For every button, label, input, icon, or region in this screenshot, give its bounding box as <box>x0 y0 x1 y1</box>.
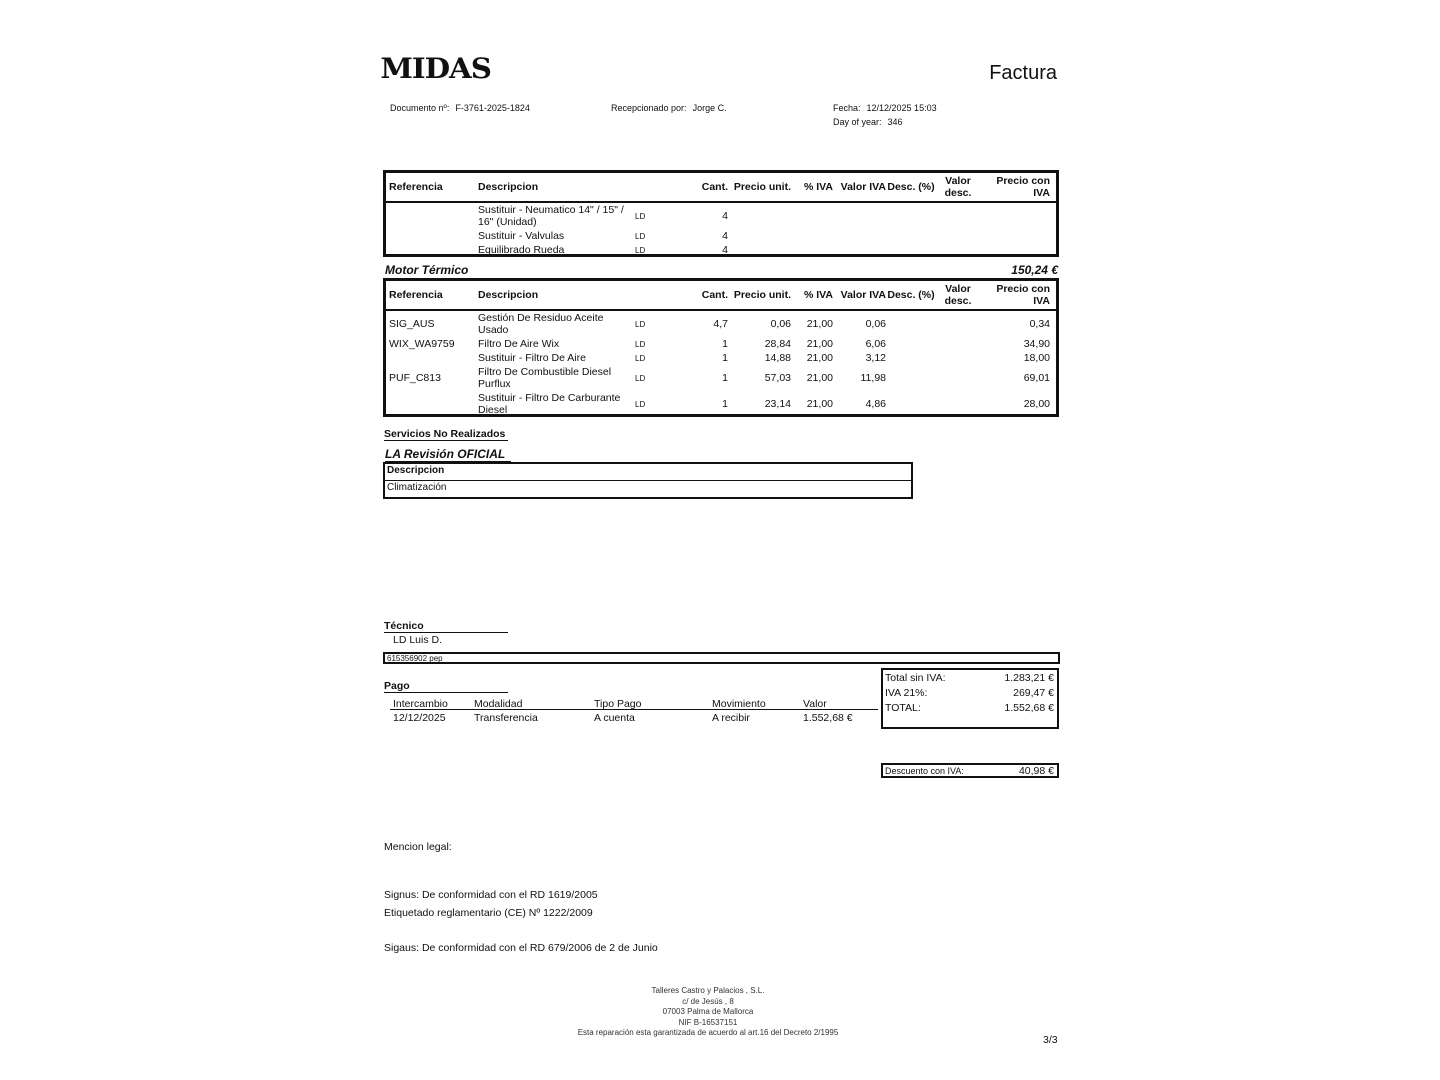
cell-ref: WIX_WA9759 <box>389 338 455 350</box>
net-label: Total sin IVA: <box>885 672 946 684</box>
cell-qty: 4 <box>722 230 728 242</box>
table-row <box>386 203 1056 229</box>
totals-box <box>881 668 1059 729</box>
day-of-year <box>833 117 903 127</box>
items-table-tyres <box>383 170 1059 257</box>
footer-line-5: Esta reparación esta garantizada de acuerdo al art.16 del Decreto 2/1995 <box>577 1028 839 1037</box>
col-desc: Descripcion <box>478 289 539 301</box>
date-label: Fecha: <box>833 103 861 113</box>
legal-mention: Mencion legal: <box>384 841 452 853</box>
footer-line-1: Talleres Castro y Palacios , S.L. <box>651 986 765 995</box>
payment-col-mode: Modalidad <box>474 698 523 710</box>
cell-iva-val: 11,98 <box>860 372 886 384</box>
net-value: 1.283,21 € <box>1004 672 1054 684</box>
cell-total: 0,34 <box>1029 318 1050 330</box>
not-done-table <box>383 462 913 499</box>
col-iva-val: Valor IVA <box>840 289 886 301</box>
payment-movement: A recibir <box>712 712 750 724</box>
cell-desc: Gestión De Residuo Aceite Usado <box>478 312 604 336</box>
payment-type: A cuenta <box>594 712 635 724</box>
cell-total: 18,00 <box>1023 352 1050 364</box>
totals-total-row <box>885 702 1054 717</box>
received-by-label: Recepcionado por: <box>611 103 687 113</box>
received-by-value: Jorge C. <box>692 103 727 113</box>
payment-date: 12/12/2025 <box>393 712 446 724</box>
totals-net-row <box>885 672 1054 687</box>
invoice-date <box>833 103 937 113</box>
payment-col-type: Tipo Pago <box>594 698 642 710</box>
received-by <box>611 103 727 113</box>
cell-desc: Sustituir - Neumatico 14" / 15" / 16" (Unidad) <box>478 204 624 228</box>
col-price-unit: Precio unit. <box>733 181 791 193</box>
cell-total: 69,01 <box>1023 372 1050 384</box>
footer-line-4: NIF B-16537151 <box>678 1017 738 1027</box>
table-row <box>386 365 1056 391</box>
payment-mode: Transferencia <box>474 712 538 724</box>
col-iva-pct: % IVA <box>804 181 833 193</box>
col-disc-pct: Desc. (%) <box>887 181 935 193</box>
cell-iva-val: 4,86 <box>865 398 886 410</box>
not-done-subtitle: LA Revisión OFICIAL <box>385 447 511 462</box>
not-done-item: Climatización <box>387 482 447 493</box>
doc-number-value: F-3761-2025-1824 <box>455 103 530 113</box>
footer-line-3: 07003 Palma de Mallorca <box>662 1007 754 1016</box>
table-body <box>386 203 1056 257</box>
col-price-unit: Precio unit. <box>733 289 791 301</box>
cell-desc: Filtro De Aire Wix <box>478 338 560 350</box>
day-value: 346 <box>887 117 903 127</box>
cell-iva-pct: 21,00 <box>806 338 833 350</box>
cell-desc: Sustituir - Filtro De Aire <box>478 352 586 364</box>
cell-unit: LD <box>635 245 646 255</box>
cell-price-unit: 23,14 <box>764 398 791 410</box>
discount-box <box>881 763 1059 778</box>
table-row <box>386 243 1056 257</box>
cell-ref: SIG_AUS <box>389 318 435 330</box>
document-title: Factura <box>989 62 1057 84</box>
cell-price-unit: 0,06 <box>770 318 791 330</box>
cell-qty: 1 <box>722 338 728 350</box>
table-row <box>386 391 1056 417</box>
col-ref: Referencia <box>389 181 443 193</box>
col-iva-val: Valor IVA <box>840 181 886 193</box>
payment-value: 1.552,68 € <box>803 712 853 724</box>
col-ref: Referencia <box>389 289 443 301</box>
cell-unit: LD <box>635 231 646 241</box>
cell-iva-val: 3,12 <box>865 352 886 364</box>
cell-qty: 1 <box>722 352 728 364</box>
table-row <box>386 311 1056 337</box>
not-done-header: Descripcion <box>385 464 911 481</box>
technician-note: 615356902 pep <box>383 652 1060 664</box>
cell-qty: 4 <box>722 210 728 222</box>
legal-sigaus: Sigaus: De conformidad con el RD 679/2006 de 2 de Junio <box>384 942 658 954</box>
cell-iva-pct: 21,00 <box>806 318 833 330</box>
cell-desc: Sustituir - Filtro De Carburante Diesel <box>478 392 621 416</box>
col-disc-val: Valor desc. <box>944 175 972 199</box>
cell-iva-val: 0,06 <box>865 318 886 330</box>
cell-desc: Equilibrado Rueda <box>478 244 565 256</box>
section-amount: 150,24 € <box>1011 263 1058 277</box>
table-row <box>386 351 1056 365</box>
col-disc-pct: Desc. (%) <box>887 289 935 301</box>
payment-col-movement: Movimiento <box>712 698 766 710</box>
payment-col-value: Valor <box>803 698 827 710</box>
cell-qty: 4 <box>722 244 728 256</box>
col-total: Precio con IVA <box>996 175 1050 199</box>
payment-col-exchange: Intercambio <box>393 698 448 710</box>
doc-number-label: Documento nº: <box>390 103 450 113</box>
col-total: Precio con IVA <box>996 283 1050 307</box>
discount-value: 40,98 € <box>1018 764 1054 777</box>
col-disc-val: Valor desc. <box>944 283 972 307</box>
footer-company <box>520 986 896 1039</box>
section-title: Motor Térmico <box>385 263 469 277</box>
cell-qty: 1 <box>722 372 728 384</box>
page-number: 3/3 <box>1043 1034 1058 1046</box>
payment-divider <box>390 709 878 710</box>
table-row <box>386 337 1056 351</box>
cell-unit: LD <box>635 353 646 363</box>
legal-signus: Signus: De conformidad con el RD 1619/2005 <box>384 889 598 901</box>
table-header <box>386 281 1056 311</box>
total-value: 1.552,68 € <box>1004 702 1054 714</box>
cell-iva-pct: 21,00 <box>806 372 833 384</box>
footer-line-2: c/ de Jesús , 8 <box>682 996 734 1006</box>
cell-qty: 1 <box>722 398 728 410</box>
cell-desc: Sustituir - Valvulas <box>478 230 565 242</box>
technician-title: Técnico <box>384 620 508 633</box>
date-value: 12/12/2025 15:03 <box>866 103 937 113</box>
table-header <box>386 173 1056 203</box>
cell-total: 34,90 <box>1023 338 1050 350</box>
cell-iva-pct: 21,00 <box>806 398 833 410</box>
totals-iva-row <box>885 687 1054 702</box>
table-row <box>386 229 1056 243</box>
doc-number <box>390 103 530 113</box>
cell-unit: LD <box>635 373 646 383</box>
technician-name: LD Luis D. <box>393 634 443 646</box>
day-label: Day of year: <box>833 117 882 127</box>
cell-unit: LD <box>635 339 646 349</box>
payment-title: Pago <box>384 680 508 693</box>
items-table-engine <box>383 278 1059 417</box>
cell-unit: LD <box>635 399 646 409</box>
iva-label: IVA 21%: <box>885 687 928 699</box>
midas-logo: MIDAS <box>380 52 491 85</box>
cell-desc: Filtro De Combustible Diesel Purflux <box>478 366 612 390</box>
discount-label: Descuento con IVA: <box>885 765 964 776</box>
cell-unit: LD <box>635 319 646 329</box>
table-body <box>386 311 1056 417</box>
col-qty: Cant. <box>701 181 728 193</box>
cell-unit: LD <box>635 211 646 221</box>
cell-price-unit: 14,88 <box>764 352 791 364</box>
cell-ref: PUF_C813 <box>389 372 441 384</box>
cell-total: 28,00 <box>1023 398 1050 410</box>
legal-ce: Etiquetado reglamentario (CE) Nº 1222/2009 <box>384 907 593 919</box>
cell-price-unit: 28,84 <box>764 338 791 350</box>
iva-value: 269,47 € <box>1013 687 1054 699</box>
cell-qty: 4,7 <box>713 318 728 330</box>
col-desc: Descripcion <box>478 181 539 193</box>
cell-iva-val: 6,06 <box>865 338 886 350</box>
col-iva-pct: % IVA <box>804 289 833 301</box>
total-label: TOTAL: <box>885 702 921 714</box>
col-qty: Cant. <box>701 289 728 301</box>
cell-price-unit: 57,03 <box>764 372 791 384</box>
not-done-title: Servicios No Realizados <box>384 428 508 441</box>
cell-iva-pct: 21,00 <box>806 352 833 364</box>
